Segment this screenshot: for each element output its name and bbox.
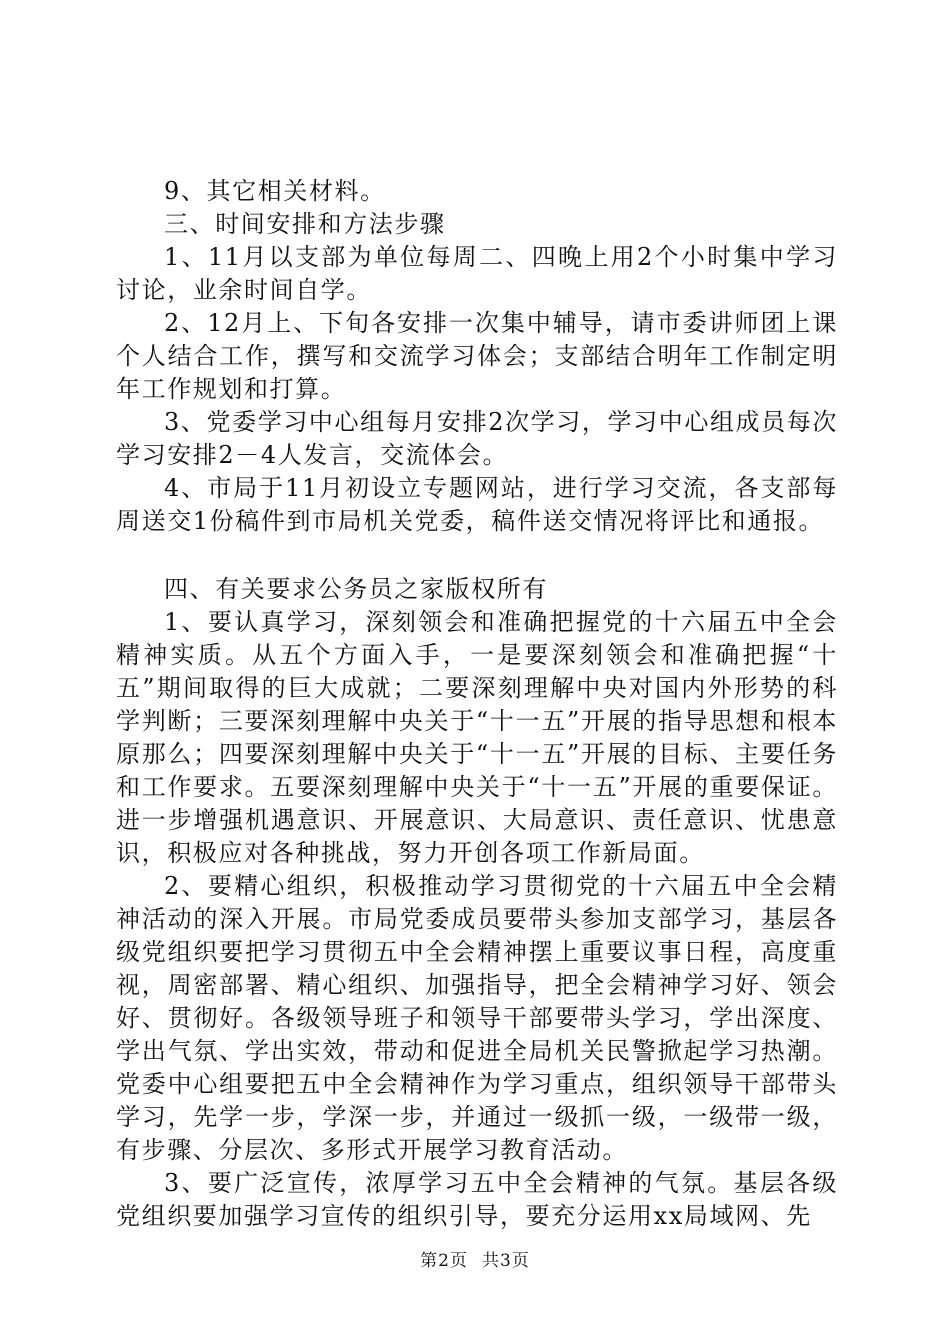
section-heading-requirements: 四、有关要求公务员之家版权所有 xyxy=(164,575,548,603)
section-heading-schedule: 三、时间安排和方法步骤 xyxy=(164,210,446,238)
schedule-item-4: 4、市局于11月初设立专题网站，进行学习交流，各支部每周送交1份稿件到市局机关党委，稿件送交情况将评比和通报。 xyxy=(116,474,838,535)
list-item-materials: 9、其它相关材料。 xyxy=(164,177,386,205)
requirement-item-2: 2、要精心组织，积极推动学习贯彻党的十六届五中全会精神活动的深入开展。市局党委成员要带头参加支部学习，基层各级党组织要把学习贯彻五中全会精神摆上重要议事日程，高度重视，周密部署、精心组织、加强指导，把全会精神学习好、领会好、贯彻好。各级领导班子和领导干部要带头学习，学出深度、学出气氛、学出实效，带动和促进全局机关民警掀起学习热潮。党委中心组要把五中全会精神作为学习重点，组织领导干部带头学习，先学一步，学深一步，并通过一级抓一级，一级带一级，有步骤、分层次、多形式开展学习教育活动。 xyxy=(116,872,838,1164)
schedule-item-2: 2、12月上、下旬各安排一次集中辅导，请市委讲师团上课个人结合工作，撰写和交流学习体会；支部结合明年工作制定明年工作规划和打算。 xyxy=(116,309,838,403)
page-number: 第2页 xyxy=(420,1251,468,1271)
schedule-item-1: 1、11月以支部为单位每周二、四晚上用2个小时集中学习讨论，业余时间自学。 xyxy=(116,243,838,304)
page-total: 共3页 xyxy=(482,1251,530,1271)
page-footer xyxy=(0,1246,950,1271)
schedule-item-3: 3、党委学习中心组每月安排2次学习，学习中心组成员每次学习安排2－4人发言，交流体会。 xyxy=(116,408,838,469)
requirement-item-1: 1、要认真学习，深刻领会和准确把握党的十六届五中全会精神实质。从五个方面入手，一是要深刻领会和准确把握“十五”期间取得的巨大成就；二要深刻理解中央对国内外形势的科学判断；三要深刻理解中央关于“十一五”开展的指导思想和根本原那么；四要深刻理解中央关于“十一五”开展的目标、主要任务和工作要求。五要深刻理解中央关于“十一五”开展的重要保证。进一步增强机遇意识、开展意识、大局意识、责任意识、忧患意识，积极应对各种挑战，努力开创各项工作新局面。 xyxy=(116,608,838,867)
requirement-item-3: 3、要广泛宣传，浓厚学习五中全会精神的气氛。基层各级党组织要加强学习宣传的组织引导，要充分运用xx局域网、先 xyxy=(116,1169,838,1230)
document-body xyxy=(116,175,838,1233)
